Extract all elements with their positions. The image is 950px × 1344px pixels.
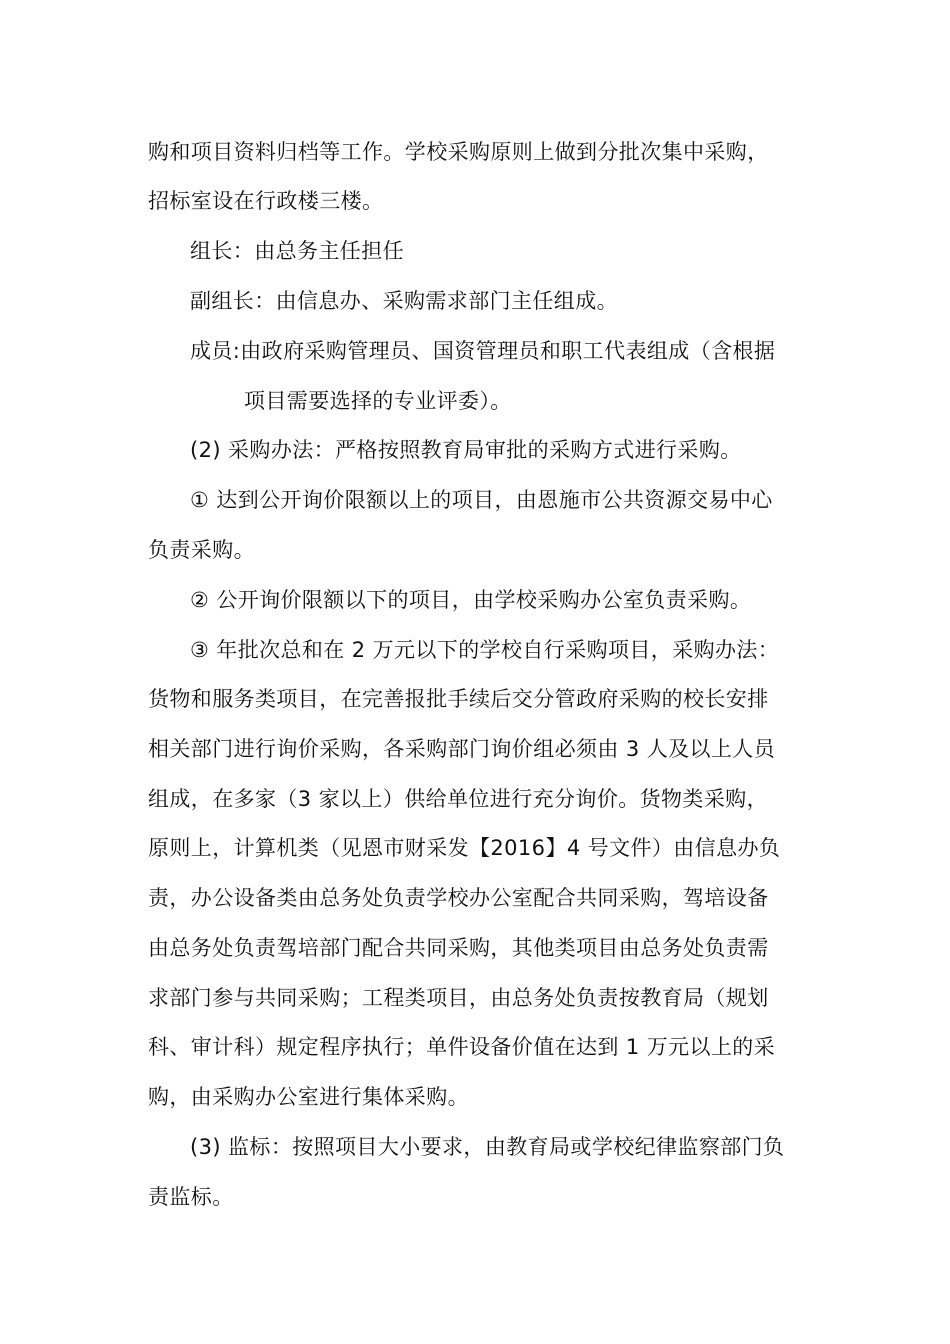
text-line: 原则上，计算机类（见恩市财采发【2016】4 号文件）由信息办负 [148,836,781,860]
text-line: 副组长：由信息办、采购需求部门主任组成。 [190,289,618,313]
text-line: 求部门参与共同采购；工程类项目，由总务处负责按教育局（规划 [148,986,769,1010]
text-line: 相关部门进行询价采购，各采购部门询价组必须由 3 人及以上人员 [148,737,776,761]
text-line: 购，由采购办公室进行集体采购。 [148,1085,469,1109]
text-line: 货物和服务类项目，在完善报批手续后交分管政府采购的校长安排 [148,687,769,711]
text-line: (2) 采购办法：严格按照教育局审批的采购方式进行采购。 [190,438,742,462]
text-line: 组长：由总务主任担任 [190,239,404,263]
text-line: 组成，在多家（3 家以上）供给单位进行充分询价。货物类采购， [148,787,769,811]
text-line: 科、审计科）规定程序执行；单件设备价值在达到 1 万元以上的采 [148,1035,776,1059]
text-line: 由总务处负责驾培部门配合共同采购，其他类项目由总务处负责需 [148,936,769,960]
text-line: 招标室设在行政楼三楼。 [148,189,384,213]
text-line: 项目需要选择的专业评委）。 [244,389,512,413]
text-line: 成员:由政府采购管理员、国资管理员和职工代表组成（含根据 [190,339,776,363]
text-line: 购和项目资料归档等工作。学校采购原则上做到分批次集中采购， [148,140,769,164]
text-line: ② 公开询价限额以下的项目，由学校采购办公室负责采购。 [190,588,752,612]
text-line: 责监标。 [148,1185,234,1209]
text-line: ① 达到公开询价限额以上的项目，由恩施市公共资源交易中心 [190,488,773,512]
text-line: 负责采购。 [148,538,255,562]
text-line: 责，办公设备类由总务处负责学校办公室配合共同采购，驾培设备 [148,886,769,910]
text-line: (3) 监标：按照项目大小要求，由教育局或学校纪律监察部门负 [190,1135,785,1159]
text-line: ③ 年批次总和在 2 万元以下的学校自行采购项目，采购办法： [190,638,780,662]
